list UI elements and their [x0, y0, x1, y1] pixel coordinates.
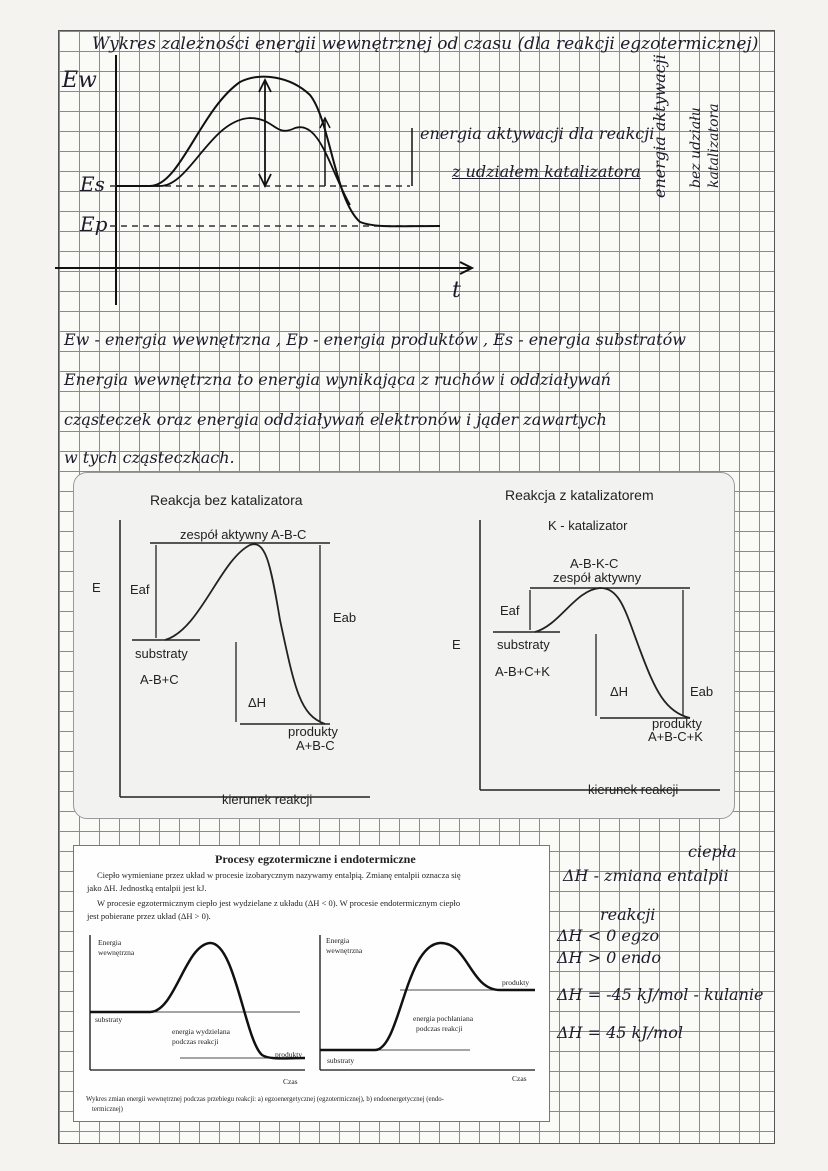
notes-line1: Ew - energia wewnętrzna , Ep - energia produktów , Es - energia substratów	[64, 330, 686, 349]
graph-b-x-label: Czas	[512, 1074, 527, 1083]
left-products-formula: A+B-C	[296, 738, 335, 753]
vertical-note-line1: energia aktywacji	[650, 54, 669, 198]
left-x-label: kierunek reakcji	[222, 792, 313, 807]
es-label: Es	[80, 172, 105, 196]
graph-b-energy-note1: energia pochłaniana	[413, 1014, 474, 1023]
notes-line3: cząsteczek oraz energia oddziaływań elektronów i jąder zawartych	[64, 410, 607, 429]
notes-line4: w tych cząsteczkach.	[64, 448, 235, 467]
textbook-para2a: W procesie egzotermicznym ciepło jest wydzielane z układu (ΔH < 0). W procesie endotermicznym ciepło	[97, 898, 461, 908]
vertical-note-line2: bez udziału	[688, 107, 704, 188]
right-catalyst-def: K - katalizator	[548, 518, 628, 533]
left-products: produkty	[288, 724, 338, 739]
catalyst-note-line1: energia aktywacji dla reakcji	[420, 124, 655, 143]
textbook-caption2: termicznej)	[92, 1106, 123, 1113]
side-row-exo: ΔH < 0 egzo	[557, 926, 660, 945]
right-delta-h: ΔH	[610, 684, 629, 699]
side-row-example2: ΔH = 45 kJ/mol	[557, 1023, 683, 1042]
textbook-para2b: jest pobierane przez układ (ΔH > 0).	[87, 911, 211, 921]
top-graph-title: Wykres zależności energii wewnętrznej od czasu (dla reakcji egzotermicznej)	[92, 34, 759, 54]
graph-b-y-label1: Energia	[326, 936, 350, 945]
left-delta-h: ΔH	[248, 695, 267, 710]
right-eaf-label: Eaf	[500, 603, 520, 618]
left-substrates-formula: A-B+C	[140, 672, 179, 687]
graph-b-y-label2: wewnętrzna	[326, 946, 363, 955]
notes-line2: Energia wewnętrzna to energia wynikająca z ruchów i oddziaływań	[64, 370, 611, 389]
right-e-label: E	[452, 637, 461, 652]
textbook-para1a: Ciepło wymieniane przez układ w procesie izobarycznym nazywamy entalpią. Zmianę entalpii oznacza się	[97, 870, 461, 880]
right-eab-label: Eab	[690, 684, 714, 699]
side-dh-definition: ΔH - zmiana entalpii	[563, 866, 729, 885]
left-e-label: E	[92, 580, 101, 595]
left-eaf-label: Eaf	[130, 582, 150, 597]
left-figure-title: Reakcja bez katalizatora	[150, 492, 303, 508]
textbook-caption1: Wykres zmian energii wewnętrznej podczas przebiegu reakcji: a) egzoenergetycznej (egzotermicznej), b) endoenergetycznej (endo-	[86, 1096, 444, 1103]
side-row-endo: ΔH > 0 endo	[557, 948, 661, 967]
side-dh-definition-2: reakcji	[600, 905, 656, 924]
graph-a-products: produkty	[275, 1050, 303, 1059]
right-x-label: kierunek reakcji	[588, 782, 679, 797]
graph-a-energy-note1: energia wydzielana	[172, 1027, 230, 1036]
graph-b-substrates: substraty	[327, 1056, 355, 1065]
textbook-para1b: jako ΔH. Jednostką entalpii jest kJ.	[87, 883, 207, 893]
right-active-formula: A-B-K-C	[570, 556, 619, 571]
right-active-complex: zespół aktywny	[553, 570, 642, 585]
graph-b-curve	[320, 943, 535, 1050]
graph-a-energy-note2: podczas reakcji	[172, 1037, 219, 1046]
left-eab-label: Eab	[333, 610, 357, 625]
catalyst-note-line2: z udziałem katalizatora	[452, 162, 641, 181]
side-heat-label: ciepła	[688, 842, 737, 861]
graph-a-substrates: substraty	[95, 1015, 123, 1024]
graph-a-x-label: Czas	[283, 1077, 298, 1086]
left-substrates: substraty	[135, 646, 188, 661]
right-products: produkty	[652, 716, 702, 731]
right-figure-title: Reakcja z katalizatorem	[505, 487, 654, 503]
graph-a-y-label1: Energia	[98, 938, 122, 947]
y-axis-label-ew: Ew	[62, 68, 97, 93]
right-products-formula: A+B-C+K	[648, 729, 703, 744]
textbook-heading: Procesy egzotermiczne i endotermiczne	[215, 852, 416, 866]
right-substrates-formula: A-B+C+K	[495, 664, 550, 679]
graph-b-products: produkty	[502, 978, 530, 987]
left-active-complex: zespół aktywny A-B-C	[180, 527, 307, 542]
right-substrates: substraty	[497, 637, 550, 652]
x-axis-label-t: t	[452, 278, 461, 303]
graph-b-energy-note2: podczas reakcji	[416, 1024, 463, 1033]
ep-label: Ep	[80, 212, 108, 236]
side-row-example1: ΔH = -45 kJ/mol - kulanie	[557, 985, 764, 1004]
vertical-note-line3: katalizatora	[706, 103, 722, 188]
graph-a-y-label2: wewnętrzna	[98, 948, 135, 957]
